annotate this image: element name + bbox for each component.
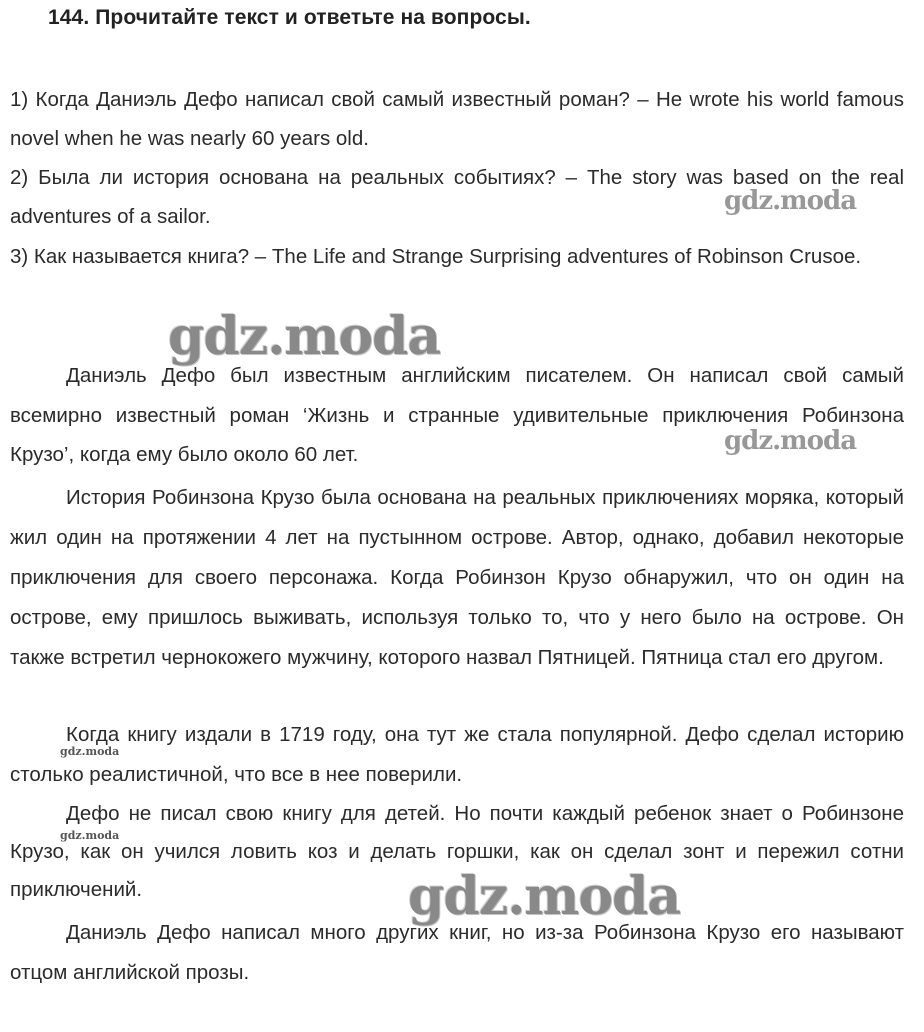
question-answer-1: 1) Когда Даниэль Дефо написал свой самый известный роман? – He wrote his world famous novel when he was nearly 60 years old. xyxy=(10,88,904,150)
watermark: gdz.moda xyxy=(724,426,857,456)
watermark: gdz.moda xyxy=(724,186,857,216)
watermark: gdz.moda xyxy=(168,306,441,367)
paragraph-4: Дефо не писал свою книгу для детей. Но почти каждый ребенок знает о Робинзоне Крузо, как он учился ловить коз и делать горшки, как он сделал зонт и пережил сотни приключений. xyxy=(10,802,904,901)
exercise-heading: 144. Прочитайте текст и ответьте на вопросы. xyxy=(48,6,531,29)
paragraph-5: Даниэль Дефо написал много других книг, но из-за Робинзона Крузо его называют отцом английской прозы. xyxy=(10,921,904,984)
paragraph-3: Когда книгу издали в 1719 году, она тут же стала популярной. Дефо сделал историю столько реалистичной, что все в нее поверили. xyxy=(10,723,904,786)
paragraph-1: Даниэль Дефо был известным английским писателем. Он написал свой самый всемирно известный роман ‘Жизнь и странные удивительные приключения Робинзона Крузо’, когда ему было около 60 лет. xyxy=(10,364,904,466)
watermark: gdz.moda xyxy=(408,866,681,927)
paragraph-2: История Робинзона Крузо была основана на реальных приключениях моряка, который жил один на протяжении 4 лет на пустынном острове. Автор, однако, добавил некоторые приключения для своего персонажа. Когда Робинзон Крузо обнаружил, что он один на острове, ему пришлось выживать, используя только то, что у него было на острове. Он также встретил чернокожего мужчину, которого назвал Пятницей. Пятница стал его другом. xyxy=(10,486,904,669)
watermark: gdz.moda xyxy=(60,829,120,842)
question-answer-2: 2) Была ли история основана на реальных событиях? – The story was based on the real adventures of a sailor. xyxy=(10,166,904,228)
question-answer-3: 3) Как называется книга? – The Life and Strange Surprising adventures of Robinson Crusoe. xyxy=(10,245,862,268)
watermark: gdz.moda xyxy=(60,745,120,758)
